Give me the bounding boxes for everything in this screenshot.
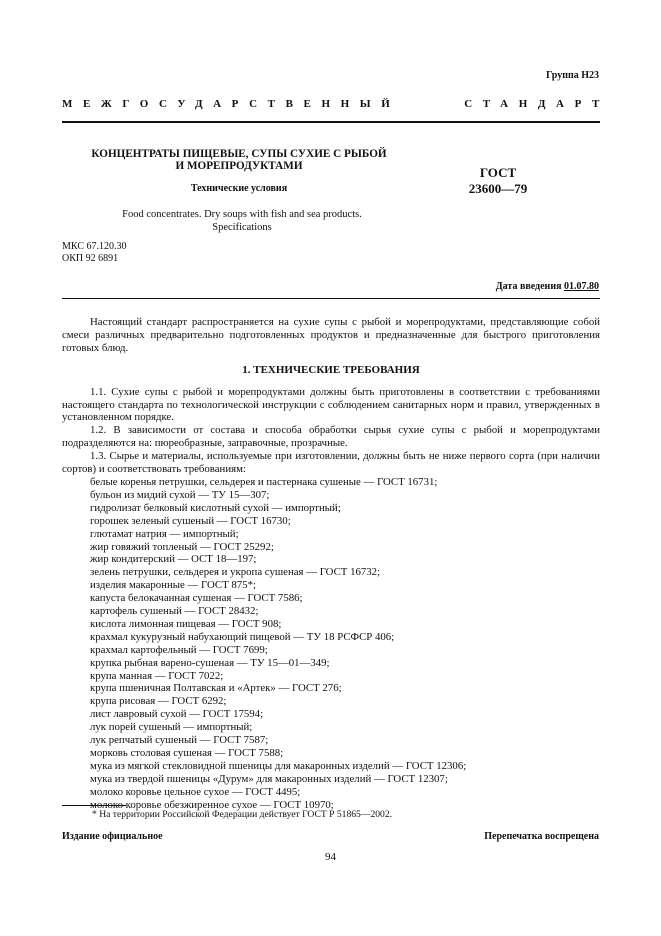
- list-item: крупка рыбная варено-сушеная — ТУ 15—01—349;: [90, 656, 330, 669]
- mks-code: МКС 67.120.30: [62, 241, 127, 252]
- list-item: кислота лимонная пищевая — ГОСТ 908;: [90, 617, 282, 630]
- paragraph-1-3: 1.3. Сырье и материалы, используемые при изготовлении, должны быть не ниже первого сорта (при наличии сортов) и соответствовать требованиям:: [62, 450, 600, 476]
- list-item: крахмал кукурузный набухающий пищевой — ТУ 18 РСФСР 406;: [90, 630, 395, 643]
- list-item: жир говяжий топленый — ГОСТ 25292;: [90, 540, 274, 553]
- list-item: картофель сушеный — ГОСТ 28432;: [90, 605, 259, 618]
- intro-paragraph: Настоящий стандарт распространяется на сухие супы с рыбой и морепродуктами, представляющие собой смеси различных предварительно подготовленных продуктов и предназначенные для быстрого приготовления готовых блюд.: [62, 316, 600, 354]
- okp-code: ОКП 92 6891: [62, 253, 119, 264]
- english-title-line-1: Food concentrates. Dry soups with fish and sea products.: [122, 209, 362, 220]
- document-body: [62, 316, 600, 812]
- list-item: гидролизат белковый кислотный сухой — импортный;: [90, 501, 341, 514]
- list-item: мука из твердой пшеницы «Дурум» для макаронных изделий — ГОСТ 12307;: [90, 772, 448, 785]
- group-code: Группа Н23: [546, 70, 599, 81]
- list-item: капуста белокачанная сушеная — ГОСТ 7586;: [90, 592, 303, 605]
- list-item: молоко коровье обезжиренное сухое — ГОСТ 10970;: [90, 798, 334, 811]
- banner-left: МЕЖГОСУДАРСТВЕННЫЙ: [62, 98, 401, 110]
- list-item: глютамат натрия — импортный;: [90, 527, 239, 540]
- footnote: * На территории Российской Федерации действует ГОСТ Р 51865—2002.: [92, 809, 393, 820]
- list-item: изделия макаронные — ГОСТ 875*;: [90, 579, 256, 592]
- list-item: бульон из мидий сухой — ТУ 15—307;: [90, 488, 270, 501]
- header-rule: [62, 121, 600, 123]
- intro-date-label: Дата введения: [495, 281, 562, 292]
- list-item: крупа манная — ГОСТ 7022;: [90, 669, 224, 682]
- list-item: белые коренья петрушки, сельдерея и пастернака сушеные — ГОСТ 16731;: [90, 475, 438, 488]
- english-title: [62, 208, 422, 234]
- reprint-prohibited-note: Перепечатка воспрещена: [484, 831, 599, 842]
- list-item: жир кондитерский — ОСТ 18—197;: [90, 553, 257, 566]
- list-item: крахмал картофельный — ГОСТ 7699;: [90, 643, 268, 656]
- gost-designation: [443, 165, 553, 197]
- english-title-line-2: Specifications: [212, 222, 272, 233]
- date-rule: [62, 298, 600, 299]
- introduction-date: [496, 281, 599, 292]
- list-item: крупа пшеничная Полтавская и «Артек» — ГОСТ 276;: [90, 682, 342, 695]
- materials-list: [62, 476, 600, 812]
- title-line-2: И МОРЕПРОДУКТАМИ: [175, 160, 303, 172]
- list-item: морковь столовая сушеная — ГОСТ 7588;: [90, 747, 284, 759]
- paragraph-1-1: 1.1. Сухие супы с рыбой и морепродуктами должны быть приготовлены в соответствии с требованиями настоящего стандарта по технологической инструкции с соблюдением санитарных норм и правил, утвержденных в установленном порядке.: [62, 385, 600, 424]
- list-item: молоко коровье цельное сухое — ГОСТ 4495;: [90, 785, 301, 798]
- page-number: 94: [325, 851, 336, 863]
- section-heading: 1. ТЕХНИЧЕСКИЕ ТРЕБОВАНИЯ: [242, 363, 420, 376]
- title-line-1: КОНЦЕНТРАТЫ ПИЩЕВЫЕ, СУПЫ СУХИЕ С РЫБОЙ: [91, 148, 387, 160]
- document-title: [62, 148, 416, 172]
- list-item: мука из мягкой стекловидной пшеницы для макаронных изделий — ГОСТ 12306;: [90, 759, 467, 772]
- gost-label: ГОСТ: [479, 165, 517, 180]
- standard-banner: [62, 98, 610, 110]
- intro-date-value: 01.07.80: [564, 281, 599, 292]
- footnote-rule: [62, 805, 126, 806]
- list-item: горошек зеленый сушеный — ГОСТ 16730;: [90, 514, 291, 527]
- banner-right: СТАНДАРТ: [464, 98, 610, 110]
- classification-codes: [62, 241, 126, 265]
- gost-number: 23600—79: [468, 181, 528, 196]
- list-item: лист лавровый сухой — ГОСТ 17594;: [90, 708, 264, 721]
- list-item: крупа рисовая — ГОСТ 6292;: [90, 695, 227, 708]
- list-item: зелень петрушки, сельдерея и укропа сушеная — ГОСТ 16732;: [90, 566, 381, 579]
- paragraph-1-2: 1.2. В зависимости от состава и способа обработки сырья сухие супы с рыбой и морепродуктами подразделяются на: пюреобразные, заправочные, прозрачные.: [62, 424, 600, 450]
- list-item: лук репчатый сушеный — ГОСТ 7587;: [90, 734, 269, 747]
- official-edition-note: Издание официальное: [62, 831, 163, 842]
- list-item: лук порей сушеный — импортный;: [90, 721, 253, 734]
- document-subtitle: Технические условия: [190, 183, 288, 194]
